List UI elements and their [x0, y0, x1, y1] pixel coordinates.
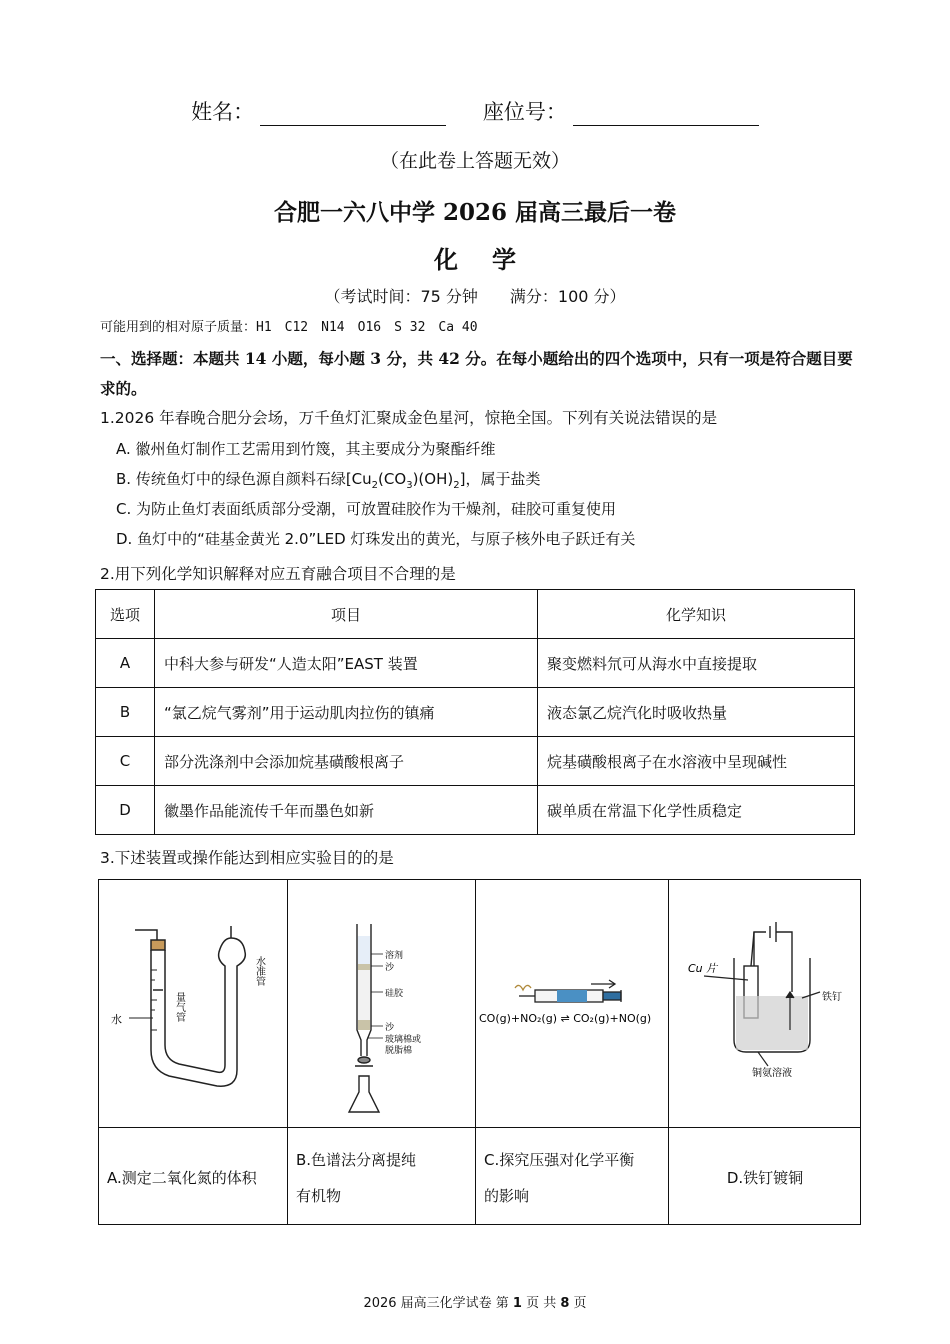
table-row	[96, 639, 855, 688]
option-cell: B	[96, 688, 155, 737]
knowledge-cell: 液态氯乙烷汽化时吸收热量	[538, 688, 855, 737]
seat-label: 座位号：	[482, 100, 567, 124]
seat-blank[interactable]	[573, 103, 759, 126]
exam-title: 合肥一六八中学 2026 届高三最后一卷	[273, 199, 677, 226]
caption-b-line1: B.色谱法分离提纯	[296, 1151, 417, 1169]
q3-figure-table	[98, 879, 861, 1225]
q2-table	[95, 589, 855, 835]
q1-option-d: D. 鱼灯中的“硅基金黄光 2.0”LED 灯珠发出的黄光，与原子核外电子跃迁有关	[116, 530, 636, 548]
cotton-label: 脱脂棉	[385, 1046, 413, 1056]
table-row	[96, 688, 855, 737]
water-label: 水	[111, 1013, 122, 1026]
project-cell: “氯乙烷气雾剂”用于运动肌肉拉伤的镇痛	[155, 688, 538, 737]
equilibrium-equation: CO(g)+NO₂(g) ⇌ CO₂(g)+NO(g)	[479, 1012, 652, 1025]
project-cell: 部分洗涤剂中会添加烷基磺酸根离子	[155, 737, 538, 786]
atomic-masses: 可能用到的相对原子质量：H1 C12 N14 O16 S 32 Ca 40	[100, 320, 478, 335]
copper-ammonia-solution-label: 铜氨溶液	[752, 1068, 792, 1079]
syringe-diagram	[475, 880, 668, 1127]
q3-stem: 3.下述装置或操作能达到相应实验目的的是	[100, 849, 394, 867]
header-cell: 选项	[96, 590, 155, 639]
header-cell: 项目	[155, 590, 538, 639]
stopper-icon	[151, 940, 165, 950]
caption-a: A.测定二氧化氮的体积	[107, 1169, 257, 1187]
name-label: 姓名：	[191, 100, 255, 124]
header-cell: 化学知识	[538, 590, 855, 639]
sand-bottom-label: 沙	[385, 1023, 395, 1033]
student-info-line	[0, 96, 950, 126]
page-footer: 2026 届高三化学试卷 第 1 页 共 8 页	[363, 1296, 587, 1311]
invalid-notice: （在此卷上答题无效）	[379, 150, 570, 172]
q1-stem: 1.2026 年春晚合肥分会场，万千鱼灯汇聚成金色星河，惊艳全国。下列有关说法错误的是	[100, 409, 718, 427]
solvent-label: 溶剂	[385, 951, 404, 961]
caption-d: D.铁钉镀铜	[726, 1169, 804, 1187]
table-header-row	[96, 590, 855, 639]
glass-wool-label: 玻璃棉或	[385, 1035, 422, 1045]
chromatography-column-diagram	[287, 880, 475, 1127]
exam-info: （考试时间：75 分钟 满分：100 分）	[324, 287, 626, 306]
sand-top-label: 沙	[385, 963, 395, 973]
table-row	[96, 786, 855, 835]
table-row	[96, 737, 855, 786]
silica-label: 硅胶	[385, 989, 404, 999]
page-number: 1	[512, 1296, 522, 1311]
electroplating-diagram	[668, 880, 862, 1127]
caption-c-line1: C.探究压强对化学平衡	[484, 1151, 635, 1169]
copper-sheet-label: Cu 片	[688, 962, 718, 975]
option-cell: D	[96, 786, 155, 835]
iron-nail-label: 铁钉	[822, 992, 842, 1003]
option-cell: C	[96, 737, 155, 786]
gas-burette-diagram	[99, 880, 287, 1127]
knowledge-cell: 烷基磺酸根离子在水溶液中呈现碱性	[538, 737, 855, 786]
section-heading: 一、选择题：本题共 14 小题，每小题 3 分，共 42 分。在每小题给出的四个选项中，只有一项是符合题目要求的。	[100, 349, 853, 398]
q1-option-b: B. 传统鱼灯中的绿色源自颜料石绿$[Cu_2(CO_3)(OH)_2]$，属于盐类	[116, 470, 541, 491]
q2-stem: 2.用下列化学知识解释对应五育融合项目不合理的是	[100, 565, 456, 583]
level-tube-label: 水准管	[253, 956, 265, 986]
page-total: 8	[560, 1296, 570, 1311]
gas-tube-label: 量气管	[173, 992, 185, 1022]
project-cell: 徽墨作品能流传千年而墨色如新	[155, 786, 538, 835]
q1-option-a: A. 徽州鱼灯制作工艺需用到竹篾，其主要成分为聚酯纤维	[116, 440, 496, 458]
q1-option-c: C. 为防止鱼灯表面纸质部分受潮，可放置硅胶作为干燥剂，硅胶可重复使用	[116, 500, 617, 518]
name-blank[interactable]	[260, 103, 446, 126]
knowledge-cell: 碳单质在常温下化学性质稳定	[538, 786, 855, 835]
project-cell: 中科大参与研发“人造太阳”EAST 装置	[155, 639, 538, 688]
caption-c-line2: 的影响	[484, 1187, 530, 1205]
knowledge-cell: 聚变燃料氘可从海水中直接提取	[538, 639, 855, 688]
subject-title: 化学	[434, 245, 550, 274]
option-cell: A	[96, 639, 155, 688]
caption-b-line2: 有机物	[296, 1187, 342, 1205]
